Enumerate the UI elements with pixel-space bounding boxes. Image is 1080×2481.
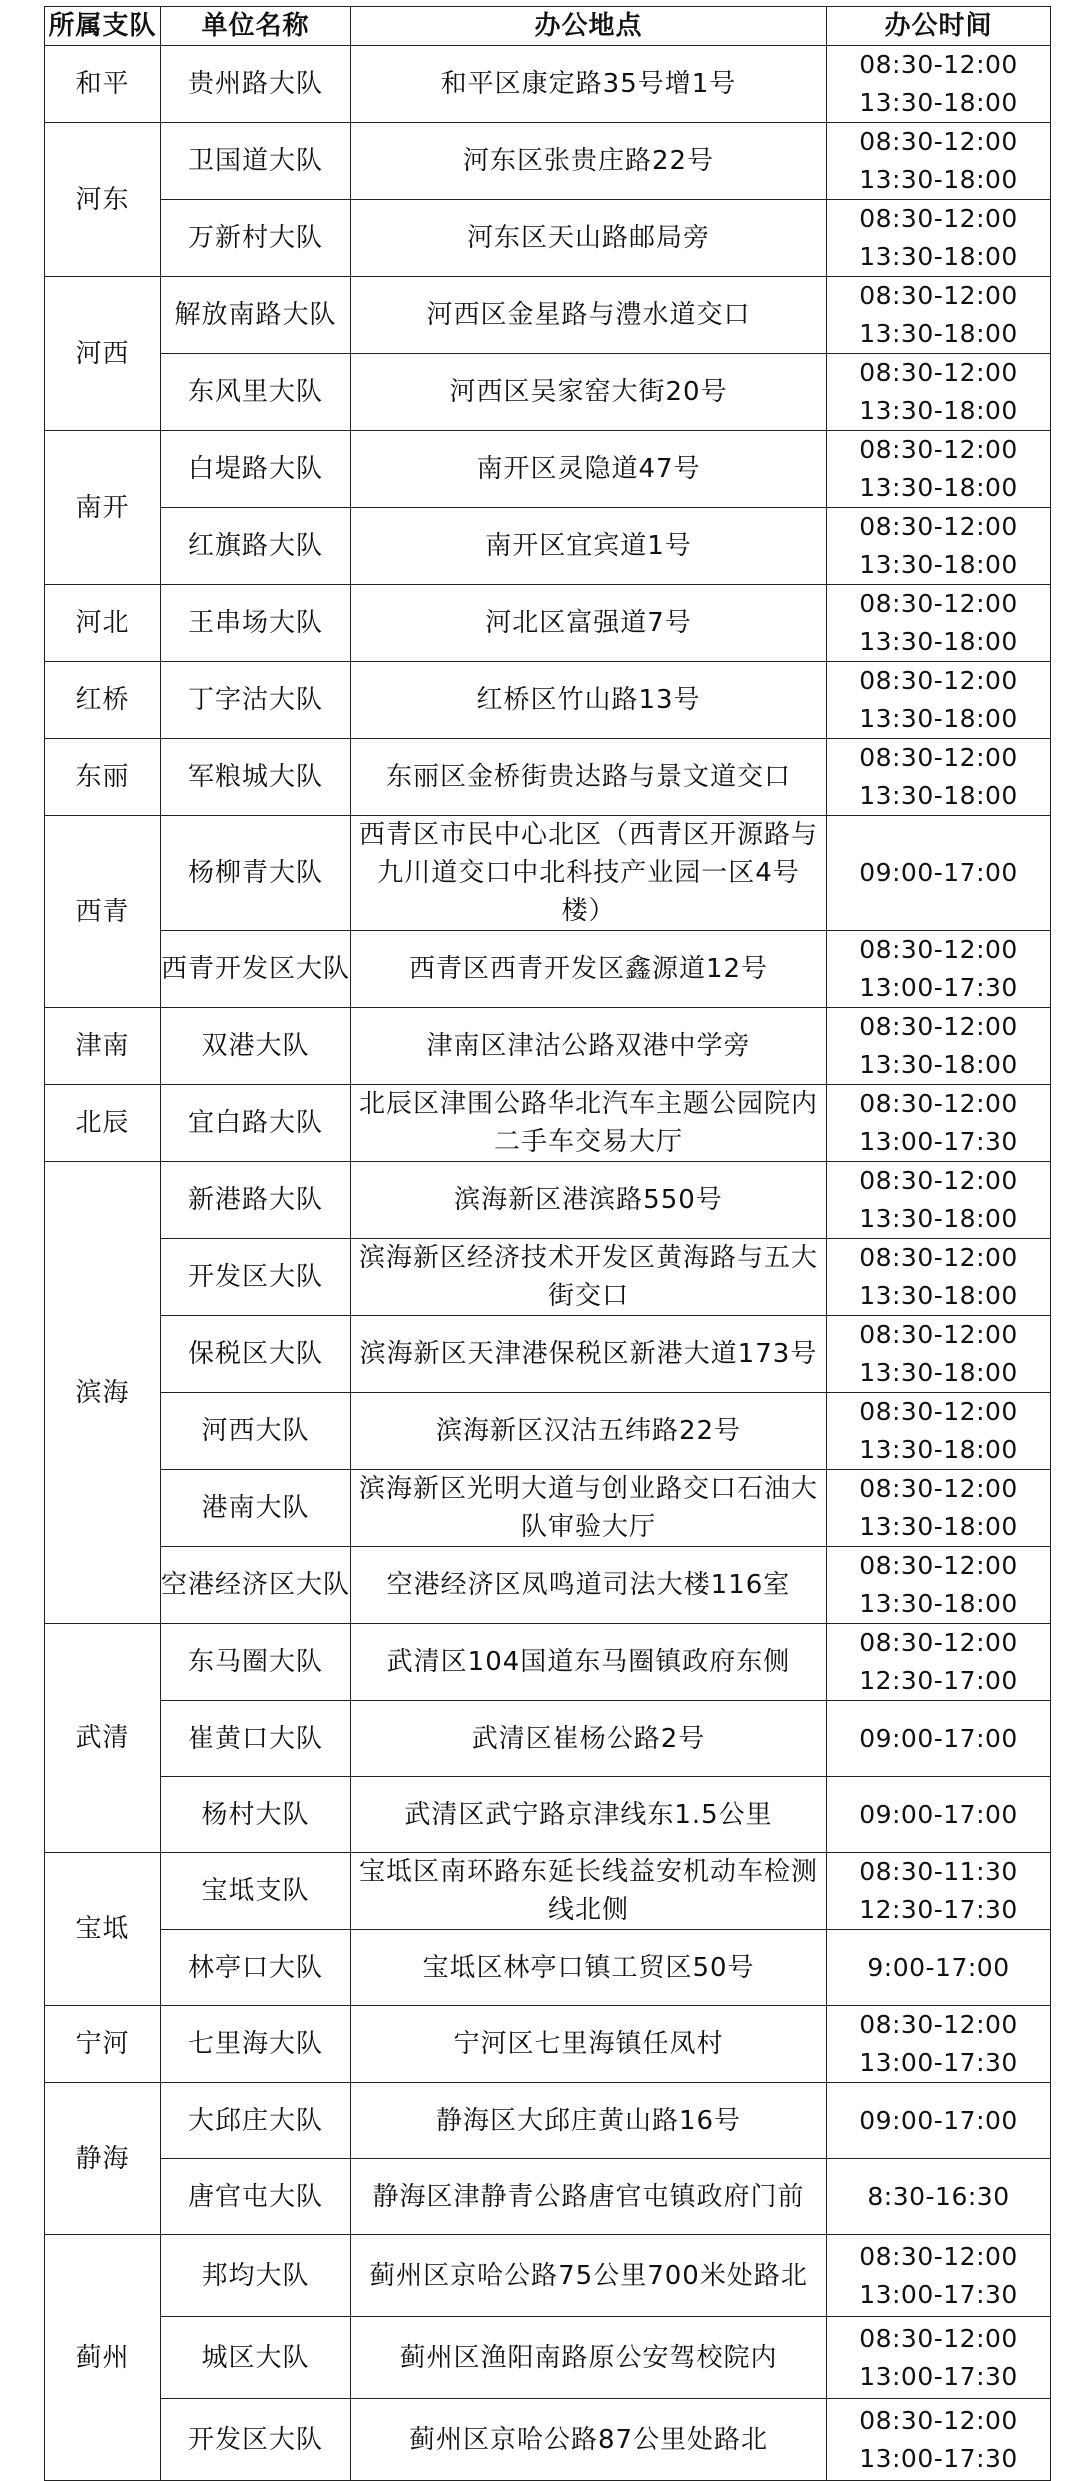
hours-cell: 08:30-12:00 13:00-17:30 — [827, 2235, 1051, 2317]
hours-cell: 09:00-17:00 — [827, 816, 1051, 931]
table-row — [45, 585, 1051, 662]
hours-cell: 08:30-12:00 13:30-18:00 — [827, 1162, 1051, 1239]
hours-cell: 08:30-12:00 13:30-18:00 — [827, 200, 1051, 277]
hours-cell: 08:30-12:00 13:00-17:30 — [827, 2399, 1051, 2481]
header-hours: 办公时间 — [827, 7, 1051, 46]
address-cell: 宁河区七里海镇任凤村 — [351, 2006, 827, 2083]
unit-name-cell: 保税区大队 — [161, 1316, 351, 1393]
table-row — [45, 2399, 1051, 2481]
address-cell: 河西区吴家窑大街20号 — [351, 354, 827, 431]
unit-name-cell: 东风里大队 — [161, 354, 351, 431]
hours-cell: 08:30-12:00 13:30-18:00 — [827, 739, 1051, 816]
branch-cell: 东丽 — [45, 739, 161, 816]
address-cell: 滨海新区光明大道与创业路交口石油大队审验大厅 — [351, 1470, 827, 1547]
address-cell: 滨海新区汉沽五纬路22号 — [351, 1393, 827, 1470]
table-row — [45, 123, 1051, 200]
hours-cell: 08:30-12:00 13:30-18:00 — [827, 1239, 1051, 1316]
branch-cell: 和平 — [45, 46, 161, 123]
table-row — [45, 1239, 1051, 1316]
branch-cell: 宁河 — [45, 2006, 161, 2083]
branch-cell: 滨海 — [45, 1162, 161, 1624]
header-branch: 所属支队 — [45, 7, 161, 46]
address-cell: 红桥区竹山路13号 — [351, 662, 827, 739]
unit-name-cell: 宝坻支队 — [161, 1853, 351, 1930]
table-row — [45, 1547, 1051, 1624]
table-body — [45, 46, 1051, 2481]
unit-name-cell: 开发区大队 — [161, 1239, 351, 1316]
table-row — [45, 2159, 1051, 2235]
unit-name-cell: 军粮城大队 — [161, 739, 351, 816]
branch-cell: 津南 — [45, 1008, 161, 1085]
table-row — [45, 1930, 1051, 2006]
hours-cell: 08:30-12:00 13:30-18:00 — [827, 662, 1051, 739]
branch-cell: 河东 — [45, 123, 161, 277]
table-row — [45, 2006, 1051, 2083]
branch-cell: 西青 — [45, 816, 161, 1008]
header-row — [45, 7, 1051, 46]
branch-cell: 宝坻 — [45, 1853, 161, 2006]
unit-name-cell: 宜白路大队 — [161, 1085, 351, 1162]
unit-name-cell: 空港经济区大队 — [161, 1547, 351, 1624]
unit-name-cell: 河西大队 — [161, 1393, 351, 1470]
address-cell: 宝坻区南环路东延长线益安机动车检测线北侧 — [351, 1853, 827, 1930]
address-cell: 西青区市民中心北区（西青区开源路与九川道交口中北科技产业园一区4号楼） — [351, 816, 827, 931]
hours-cell: 09:00-17:00 — [827, 1701, 1051, 1777]
table-row — [45, 931, 1051, 1008]
table-row — [45, 739, 1051, 816]
address-cell: 和平区康定路35号增1号 — [351, 46, 827, 123]
address-cell: 蓟州区京哈公路75公里700米处路北 — [351, 2235, 827, 2317]
hours-cell: 08:30-12:00 13:30-18:00 — [827, 1547, 1051, 1624]
unit-name-cell: 红旗路大队 — [161, 508, 351, 585]
table-row — [45, 46, 1051, 123]
table-row — [45, 277, 1051, 354]
address-cell: 津南区津沽公路双港中学旁 — [351, 1008, 827, 1085]
branch-cell: 河西 — [45, 277, 161, 431]
unit-name-cell: 开发区大队 — [161, 2399, 351, 2481]
address-cell: 滨海新区天津港保税区新港大道173号 — [351, 1316, 827, 1393]
address-cell: 蓟州区渔阳南路原公安驾校院内 — [351, 2317, 827, 2399]
address-cell: 河东区张贵庄路22号 — [351, 123, 827, 200]
address-cell: 蓟州区京哈公路87公里处路北 — [351, 2399, 827, 2481]
branch-cell: 武清 — [45, 1624, 161, 1853]
address-cell: 静海区津静青公路唐官屯镇政府门前 — [351, 2159, 827, 2235]
hours-cell: 08:30-12:00 13:30-18:00 — [827, 1470, 1051, 1547]
table-row — [45, 1470, 1051, 1547]
branch-cell: 南开 — [45, 431, 161, 585]
hours-cell: 08:30-12:00 13:30-18:00 — [827, 354, 1051, 431]
hours-cell: 08:30-12:00 13:00-17:30 — [827, 2006, 1051, 2083]
hours-cell: 08:30-12:00 12:30-17:00 — [827, 1624, 1051, 1701]
hours-cell: 9:00-17:00 — [827, 1930, 1051, 2006]
table-row — [45, 1624, 1051, 1701]
table-row — [45, 431, 1051, 508]
unit-name-cell: 杨村大队 — [161, 1777, 351, 1853]
unit-name-cell: 万新村大队 — [161, 200, 351, 277]
hours-cell: 08:30-12:00 13:00-17:30 — [827, 2317, 1051, 2399]
hours-cell: 08:30-12:00 13:00-17:30 — [827, 931, 1051, 1008]
unit-name-cell: 西青开发区大队 — [161, 931, 351, 1008]
unit-name-cell: 城区大队 — [161, 2317, 351, 2399]
hours-cell: 08:30-12:00 13:30-18:00 — [827, 1008, 1051, 1085]
unit-name-cell: 卫国道大队 — [161, 123, 351, 200]
unit-name-cell: 林亭口大队 — [161, 1930, 351, 2006]
table-row — [45, 1701, 1051, 1777]
unit-name-cell: 七里海大队 — [161, 2006, 351, 2083]
unit-name-cell: 贵州路大队 — [161, 46, 351, 123]
branch-cell: 静海 — [45, 2083, 161, 2235]
unit-name-cell: 杨柳青大队 — [161, 816, 351, 931]
table-row — [45, 1316, 1051, 1393]
table-row — [45, 1085, 1051, 1162]
address-cell: 河东区天山路邮局旁 — [351, 200, 827, 277]
unit-name-cell: 邦均大队 — [161, 2235, 351, 2317]
unit-name-cell: 崔黄口大队 — [161, 1701, 351, 1777]
unit-name-cell: 港南大队 — [161, 1470, 351, 1547]
unit-name-cell: 丁字沽大队 — [161, 662, 351, 739]
address-cell: 西青区西青开发区鑫源道12号 — [351, 931, 827, 1008]
table-row — [45, 2083, 1051, 2159]
address-cell: 武清区104国道东马圈镇政府东侧 — [351, 1624, 827, 1701]
table-row — [45, 1162, 1051, 1239]
unit-name-cell: 王串场大队 — [161, 585, 351, 662]
table-row — [45, 2317, 1051, 2399]
branch-cell: 蓟州 — [45, 2235, 161, 2481]
address-cell: 滨海新区港滨路550号 — [351, 1162, 827, 1239]
table-row — [45, 1393, 1051, 1470]
table-row — [45, 1777, 1051, 1853]
unit-name-cell: 大邱庄大队 — [161, 2083, 351, 2159]
header-unit: 单位名称 — [161, 7, 351, 46]
unit-name-cell: 唐官屯大队 — [161, 2159, 351, 2235]
hours-cell: 08:30-12:00 13:30-18:00 — [827, 508, 1051, 585]
table-row — [45, 200, 1051, 277]
table-row — [45, 1008, 1051, 1085]
address-cell: 南开区灵隐道47号 — [351, 431, 827, 508]
hours-cell: 08:30-12:00 13:30-18:00 — [827, 1316, 1051, 1393]
unit-name-cell: 解放南路大队 — [161, 277, 351, 354]
branch-cell: 北辰 — [45, 1085, 161, 1162]
table-row — [45, 1853, 1051, 1930]
address-cell: 空港经济区凤鸣道司法大楼116室 — [351, 1547, 827, 1624]
table-row — [45, 2235, 1051, 2317]
address-cell: 武清区武宁路京津线东1.5公里 — [351, 1777, 827, 1853]
address-cell: 滨海新区经济技术开发区黄海路与五大街交口 — [351, 1239, 827, 1316]
hours-cell: 08:30-11:30 12:30-17:30 — [827, 1853, 1051, 1930]
unit-name-cell: 双港大队 — [161, 1008, 351, 1085]
hours-cell: 8:30-16:30 — [827, 2159, 1051, 2235]
hours-cell: 09:00-17:00 — [827, 2083, 1051, 2159]
header-address: 办公地点 — [351, 7, 827, 46]
hours-cell: 08:30-12:00 13:00-17:30 — [827, 1085, 1051, 1162]
office-table — [44, 6, 1051, 2481]
hours-cell: 08:30-12:00 13:30-18:00 — [827, 46, 1051, 123]
address-cell: 南开区宜宾道1号 — [351, 508, 827, 585]
hours-cell: 08:30-12:00 13:30-18:00 — [827, 123, 1051, 200]
hours-cell: 08:30-12:00 13:30-18:00 — [827, 277, 1051, 354]
address-cell: 武清区崔杨公路2号 — [351, 1701, 827, 1777]
hours-cell: 08:30-12:00 13:30-18:00 — [827, 585, 1051, 662]
table-row — [45, 354, 1051, 431]
table-row — [45, 508, 1051, 585]
unit-name-cell: 新港路大队 — [161, 1162, 351, 1239]
branch-cell: 河北 — [45, 585, 161, 662]
hours-cell: 09:00-17:00 — [827, 1777, 1051, 1853]
address-cell: 宝坻区林亭口镇工贸区50号 — [351, 1930, 827, 2006]
unit-name-cell: 白堤路大队 — [161, 431, 351, 508]
address-cell: 河北区富强道7号 — [351, 585, 827, 662]
branch-cell: 红桥 — [45, 662, 161, 739]
hours-cell: 08:30-12:00 13:30-18:00 — [827, 1393, 1051, 1470]
table-row — [45, 662, 1051, 739]
address-cell: 河西区金星路与澧水道交口 — [351, 277, 827, 354]
unit-name-cell: 东马圈大队 — [161, 1624, 351, 1701]
address-cell: 静海区大邱庄黄山路16号 — [351, 2083, 827, 2159]
address-cell: 东丽区金桥街贵达路与景文道交口 — [351, 739, 827, 816]
hours-cell: 08:30-12:00 13:30-18:00 — [827, 431, 1051, 508]
table-row — [45, 816, 1051, 931]
address-cell: 北辰区津围公路华北汽车主题公园院内二手车交易大厅 — [351, 1085, 827, 1162]
